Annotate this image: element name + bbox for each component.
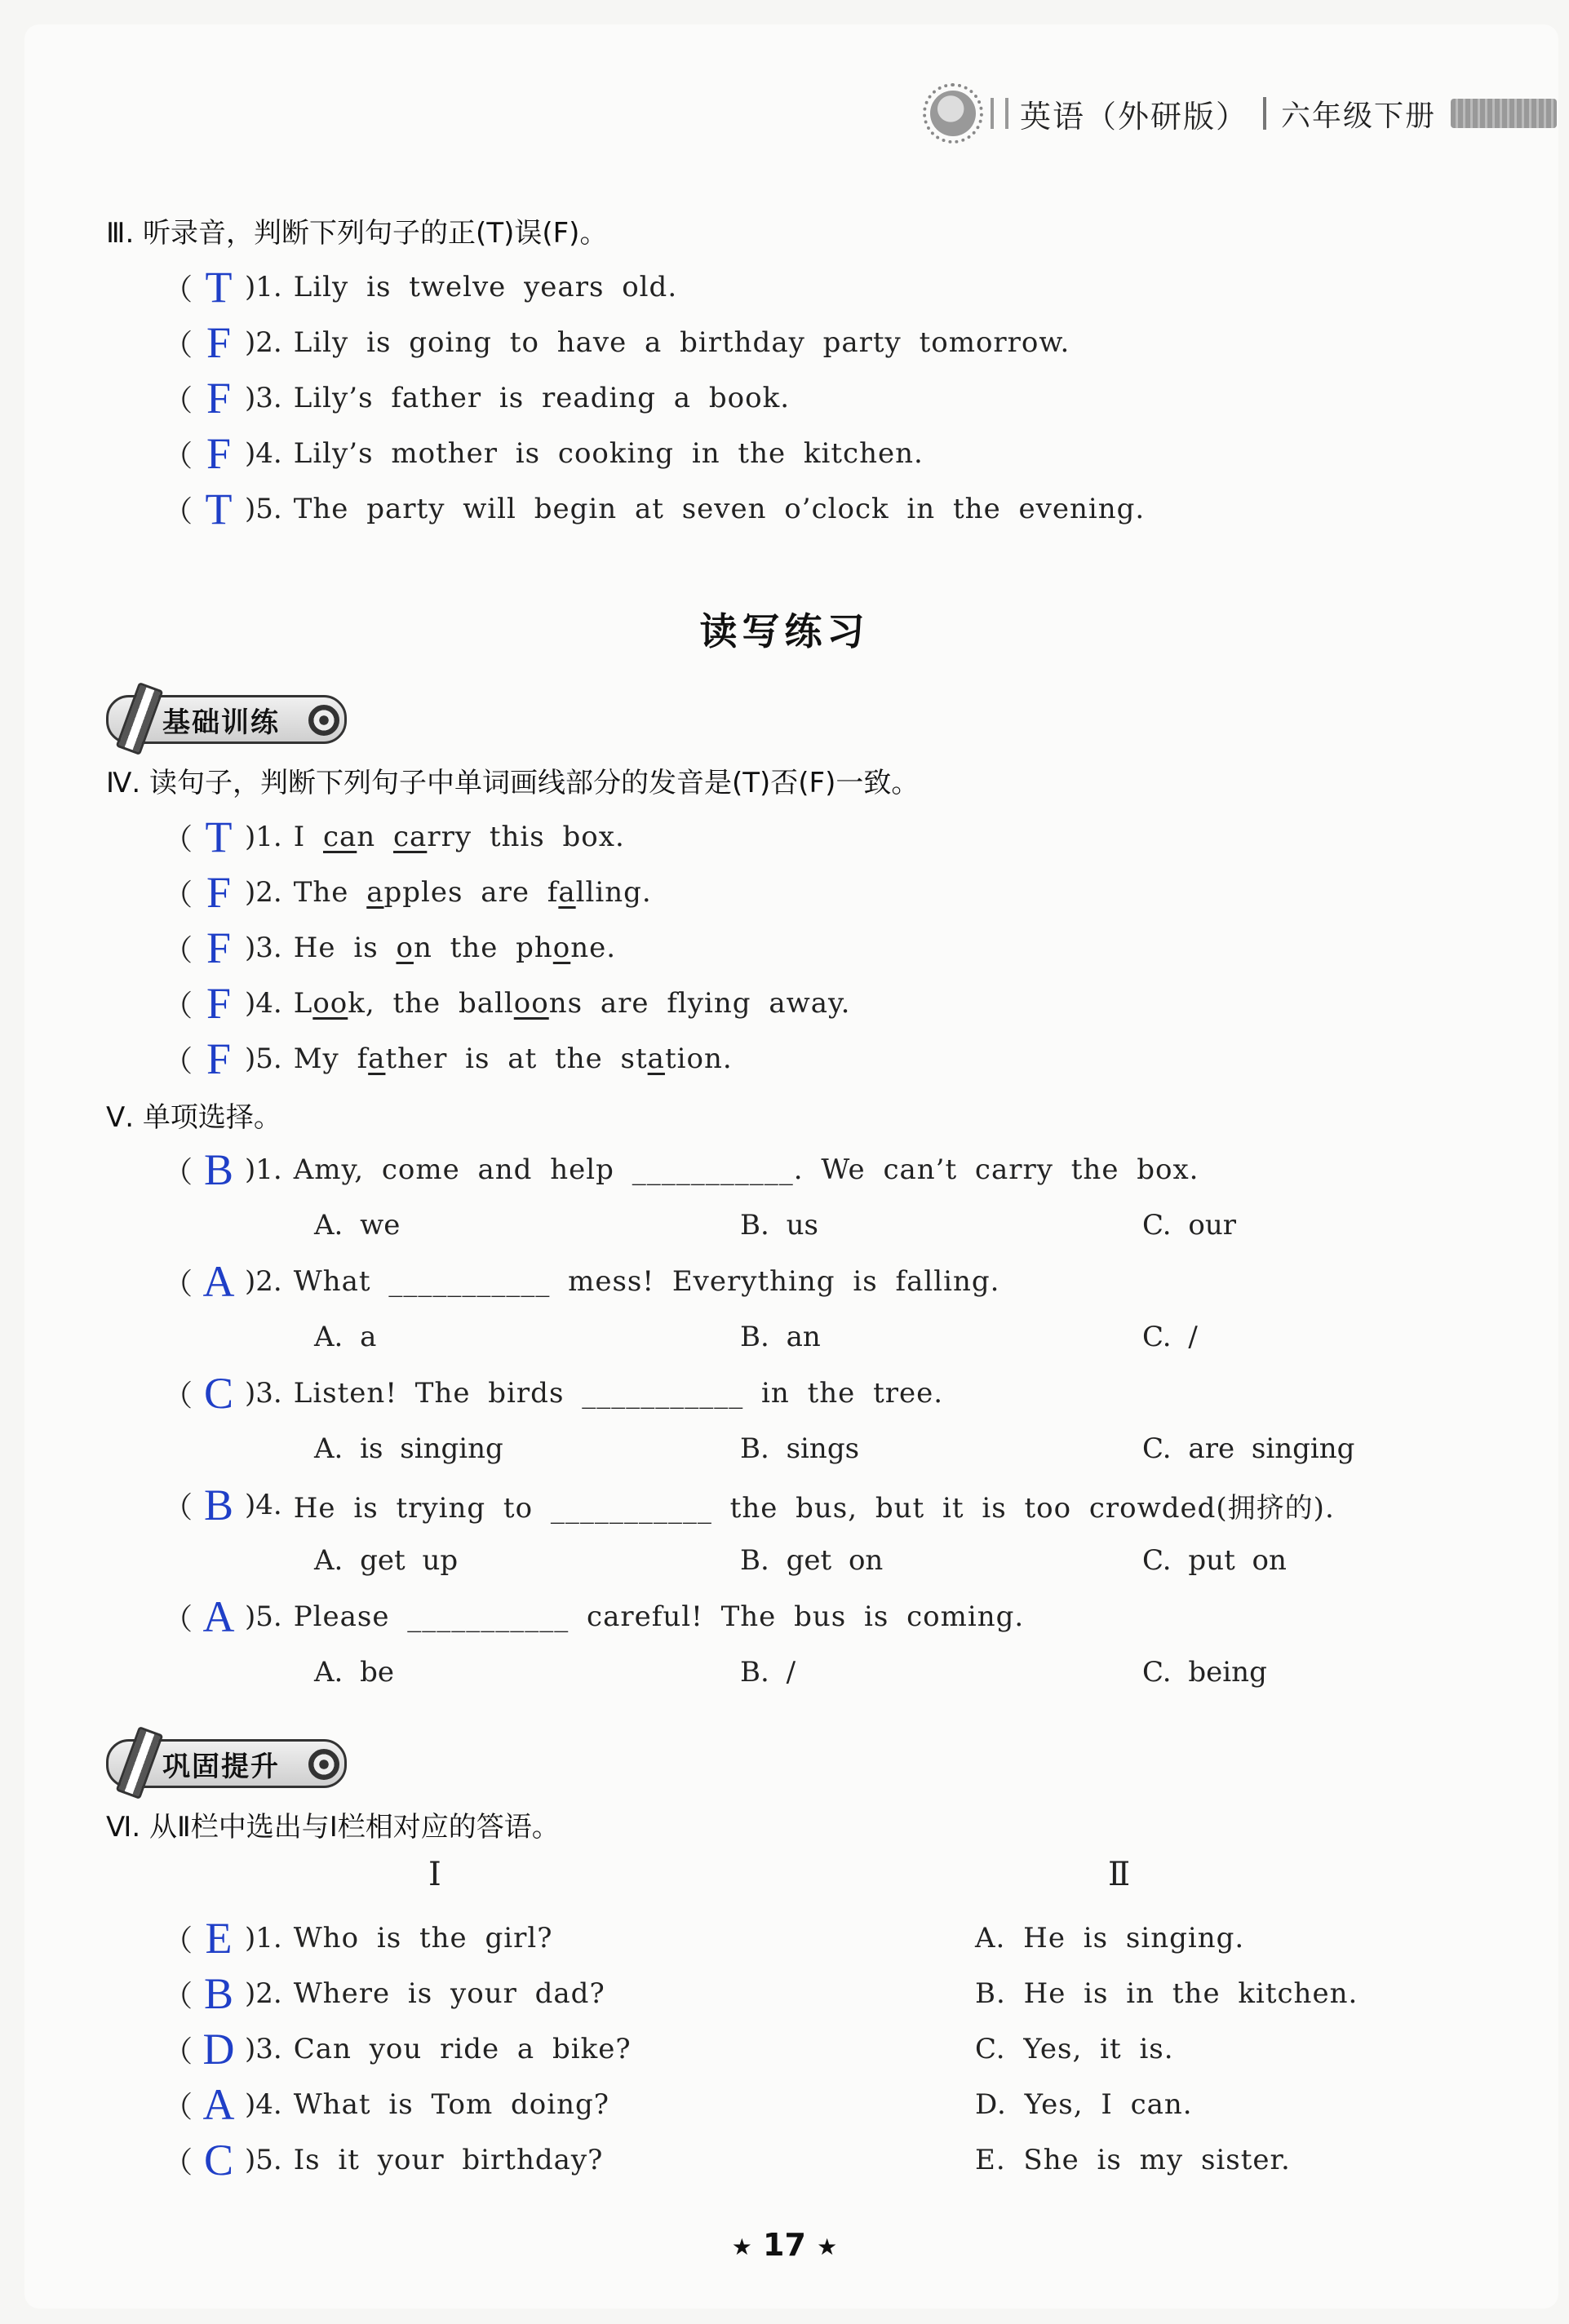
answer-mark: T bbox=[205, 485, 233, 533]
option-c: C. are singing bbox=[1142, 1432, 1355, 1465]
option-b: B. / bbox=[740, 1656, 796, 1689]
header-strip bbox=[1451, 99, 1557, 128]
option-c: C. / bbox=[1142, 1321, 1198, 1353]
option-row bbox=[314, 1432, 1456, 1473]
answer-mark: B bbox=[204, 1145, 234, 1194]
section5-item: （ B )4. He is trying to ___________ the bus, but it is too crowded(拥挤的). bbox=[163, 1481, 1335, 1529]
target-icon bbox=[308, 705, 339, 736]
header-edition: （外研版） bbox=[1085, 98, 1249, 135]
answer-mark: C bbox=[204, 2136, 234, 2185]
answer-mark: F bbox=[206, 923, 232, 972]
answer-option: E. She is my sister. bbox=[975, 2144, 1291, 2176]
option-a: A. is singing bbox=[314, 1432, 503, 1465]
badge-basic-training bbox=[106, 695, 347, 744]
answer-mark: F bbox=[206, 429, 232, 478]
page-number bbox=[0, 2227, 1569, 2263]
section5-item: （ A )5. Please ___________ careful! The bus is coming. bbox=[163, 1592, 1025, 1641]
answer-mark: A bbox=[202, 2080, 235, 2129]
answer-option: D. Yes, I can. bbox=[975, 2088, 1193, 2121]
option-a: A. be bbox=[314, 1656, 395, 1689]
section6-item: （ B )2. Where is your dad? bbox=[163, 1969, 605, 2018]
answer-option: B. He is in the kitchen. bbox=[975, 1977, 1358, 2010]
option-row bbox=[314, 1656, 1456, 1697]
sun-icon bbox=[930, 91, 976, 136]
badge-label: 基础训练 bbox=[162, 706, 280, 739]
header-grade: 六年级下册 bbox=[1281, 99, 1437, 133]
answer-mark: F bbox=[206, 318, 232, 367]
star-icon: ★ bbox=[731, 2233, 752, 2260]
column-2-heading: Ⅱ bbox=[1108, 1856, 1131, 1893]
section4-item: （ F )2. The apples are falling. bbox=[163, 868, 652, 917]
header-divider bbox=[1263, 97, 1266, 130]
page-number-value: 17 bbox=[763, 2227, 806, 2263]
answer-mark: A bbox=[202, 1592, 235, 1641]
answer-mark: F bbox=[206, 979, 232, 1028]
star-icon: ★ bbox=[817, 2233, 838, 2260]
answer-mark: E bbox=[205, 1914, 233, 1963]
section3-item: （ F )2. Lily is going to have a birthday party tomorrow. bbox=[163, 318, 1070, 367]
target-icon bbox=[308, 1749, 339, 1780]
option-row bbox=[314, 1321, 1456, 1361]
section4-title: Ⅳ. 读句子，判断下列句子中单词画线部分的发音是(T)否(F)一致。 bbox=[106, 767, 920, 799]
option-a: A. a bbox=[314, 1321, 377, 1353]
badge-label: 巩固提升 bbox=[162, 1750, 280, 1783]
section3-item: （ F )3. Lily’s father is reading a book. bbox=[163, 374, 791, 423]
column-1-heading: Ⅰ bbox=[428, 1856, 441, 1893]
answer-option: A. He is singing. bbox=[975, 1922, 1245, 1954]
answer-mark: F bbox=[206, 1034, 232, 1083]
section4-item: （ T )1. I can carry this box. bbox=[163, 812, 625, 861]
answer-mark: T bbox=[205, 263, 233, 312]
answer-mark: C bbox=[204, 1369, 234, 1418]
answer-mark: F bbox=[206, 868, 232, 917]
section5-item: （ A )2. What ___________ mess! Everything is falling. bbox=[163, 1257, 1000, 1306]
section6-item: （ A )4. What is Tom doing? bbox=[163, 2080, 610, 2129]
option-a: A. get up bbox=[314, 1544, 459, 1577]
part-title: 读写练习 bbox=[699, 609, 870, 653]
section5-title: Ⅴ. 单项选择。 bbox=[106, 1101, 281, 1134]
option-b: B. get on bbox=[740, 1544, 884, 1577]
answer-option: C. Yes, it is. bbox=[975, 2033, 1174, 2065]
section5-item: （ B )1. Amy, come and help ___________. We can’t carry the box. bbox=[163, 1145, 1199, 1194]
divider-bars-icon bbox=[991, 98, 1008, 129]
answer-mark: T bbox=[205, 812, 233, 861]
section3-item: （ T )1. Lily is twelve years old. bbox=[163, 263, 678, 312]
section3-item: （ T )5. The party will begin at seven o’clock in the evening. bbox=[163, 485, 1146, 533]
section4-item: （ F )4. Look, the balloons are flying away. bbox=[163, 979, 851, 1028]
section6-item: （ E )1. Who is the girl? bbox=[163, 1914, 553, 1963]
header-subject: 英语 bbox=[1020, 98, 1086, 135]
option-b: B. us bbox=[740, 1209, 818, 1242]
option-b: B. an bbox=[740, 1321, 821, 1353]
answer-mark: D bbox=[202, 2025, 235, 2074]
badge-consolidate bbox=[106, 1739, 347, 1788]
answer-mark: A bbox=[202, 1257, 235, 1306]
section6-item: （ C )5. Is it your birthday? bbox=[163, 2136, 604, 2185]
option-a: A. we bbox=[314, 1209, 401, 1242]
option-c: C. being bbox=[1142, 1656, 1267, 1689]
section5-item: （ C )3. Listen! The birds ___________ in the tree. bbox=[163, 1369, 944, 1418]
answer-mark: B bbox=[204, 1969, 234, 2018]
option-row bbox=[314, 1544, 1456, 1585]
section6-title: Ⅵ. 从Ⅱ栏中选出与Ⅰ栏相对应的答语。 bbox=[106, 1811, 560, 1844]
option-c: C. our bbox=[1142, 1209, 1237, 1242]
section6-item: （ D )3. Can you ride a bike? bbox=[163, 2025, 632, 2074]
option-c: C. put on bbox=[1142, 1544, 1287, 1577]
answer-mark: F bbox=[206, 374, 232, 423]
section3-item: （ F )4. Lily’s mother is cooking in the kitchen. bbox=[163, 429, 924, 478]
page-header bbox=[930, 85, 1567, 142]
section4-item: （ F )5. My father is at the station. bbox=[163, 1034, 733, 1083]
option-row bbox=[314, 1209, 1456, 1250]
section4-item: （ F )3. He is on the phone. bbox=[163, 923, 617, 972]
section3-title: Ⅲ. 听录音，判断下列句子的正(T)误(F)。 bbox=[106, 217, 608, 250]
answer-mark: B bbox=[204, 1481, 234, 1529]
option-b: B. sings bbox=[740, 1432, 860, 1465]
